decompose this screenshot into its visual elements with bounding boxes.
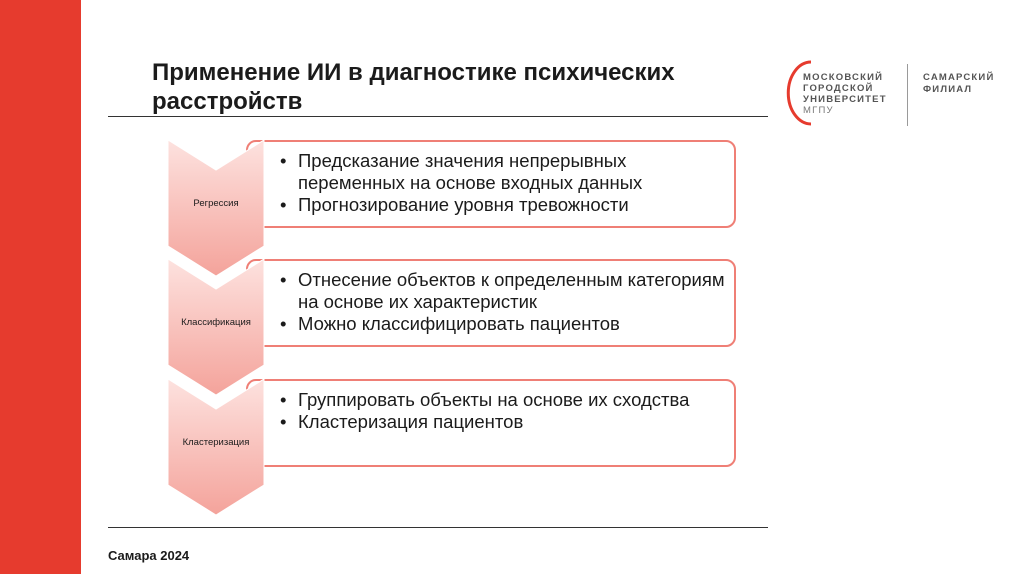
bullet-item: • Отнесение объектов к определенным категориям на основе их характеристик [280, 269, 730, 313]
block-clustering [166, 379, 736, 473]
footer-divider [108, 527, 768, 528]
block-classification [166, 259, 736, 353]
bullet-item: • Кластеризация пациентов [280, 411, 730, 433]
bullet-item: • Группировать объекты на основе их сходства [280, 389, 730, 411]
page-title: Применение ИИ в диагностике психических расстройств [152, 59, 675, 115]
header-divider [108, 116, 768, 117]
logo-line: МГПУ [803, 105, 834, 116]
bullet-item: • Можно классифицировать пациентов [280, 313, 730, 335]
university-logo [785, 58, 995, 130]
text-box [246, 140, 736, 228]
bullet-list [280, 389, 730, 433]
bullet-list [280, 269, 730, 335]
logo-line: УНИВЕРСИТЕТ [803, 94, 887, 105]
bullet-item: • Прогнозирование уровня тревожности [280, 194, 730, 216]
logo-divider [907, 64, 908, 126]
logo-line: МОСКОВСКИЙ [803, 72, 884, 83]
text-box [246, 259, 736, 347]
block-regression [166, 140, 736, 234]
chevron-label: Кластеризация [182, 437, 250, 448]
bullet-list [280, 150, 730, 216]
chevron-label: Классификация [181, 317, 251, 328]
bullet-item: • Предсказание значения непрерывных переменных на основе входных данных [280, 150, 730, 194]
chevron-label: Регрессия [193, 198, 239, 209]
branch-line: САМАРСКИЙ [923, 72, 995, 83]
branch-name [923, 72, 994, 96]
logo-text [803, 72, 887, 116]
text-box [246, 379, 736, 467]
logo-line: ГОРОДСКОЙ [803, 83, 874, 94]
branch-line: ФИЛИАЛ [923, 84, 973, 95]
footer-text: Самара 2024 [108, 548, 190, 563]
accent-bar [0, 0, 81, 574]
